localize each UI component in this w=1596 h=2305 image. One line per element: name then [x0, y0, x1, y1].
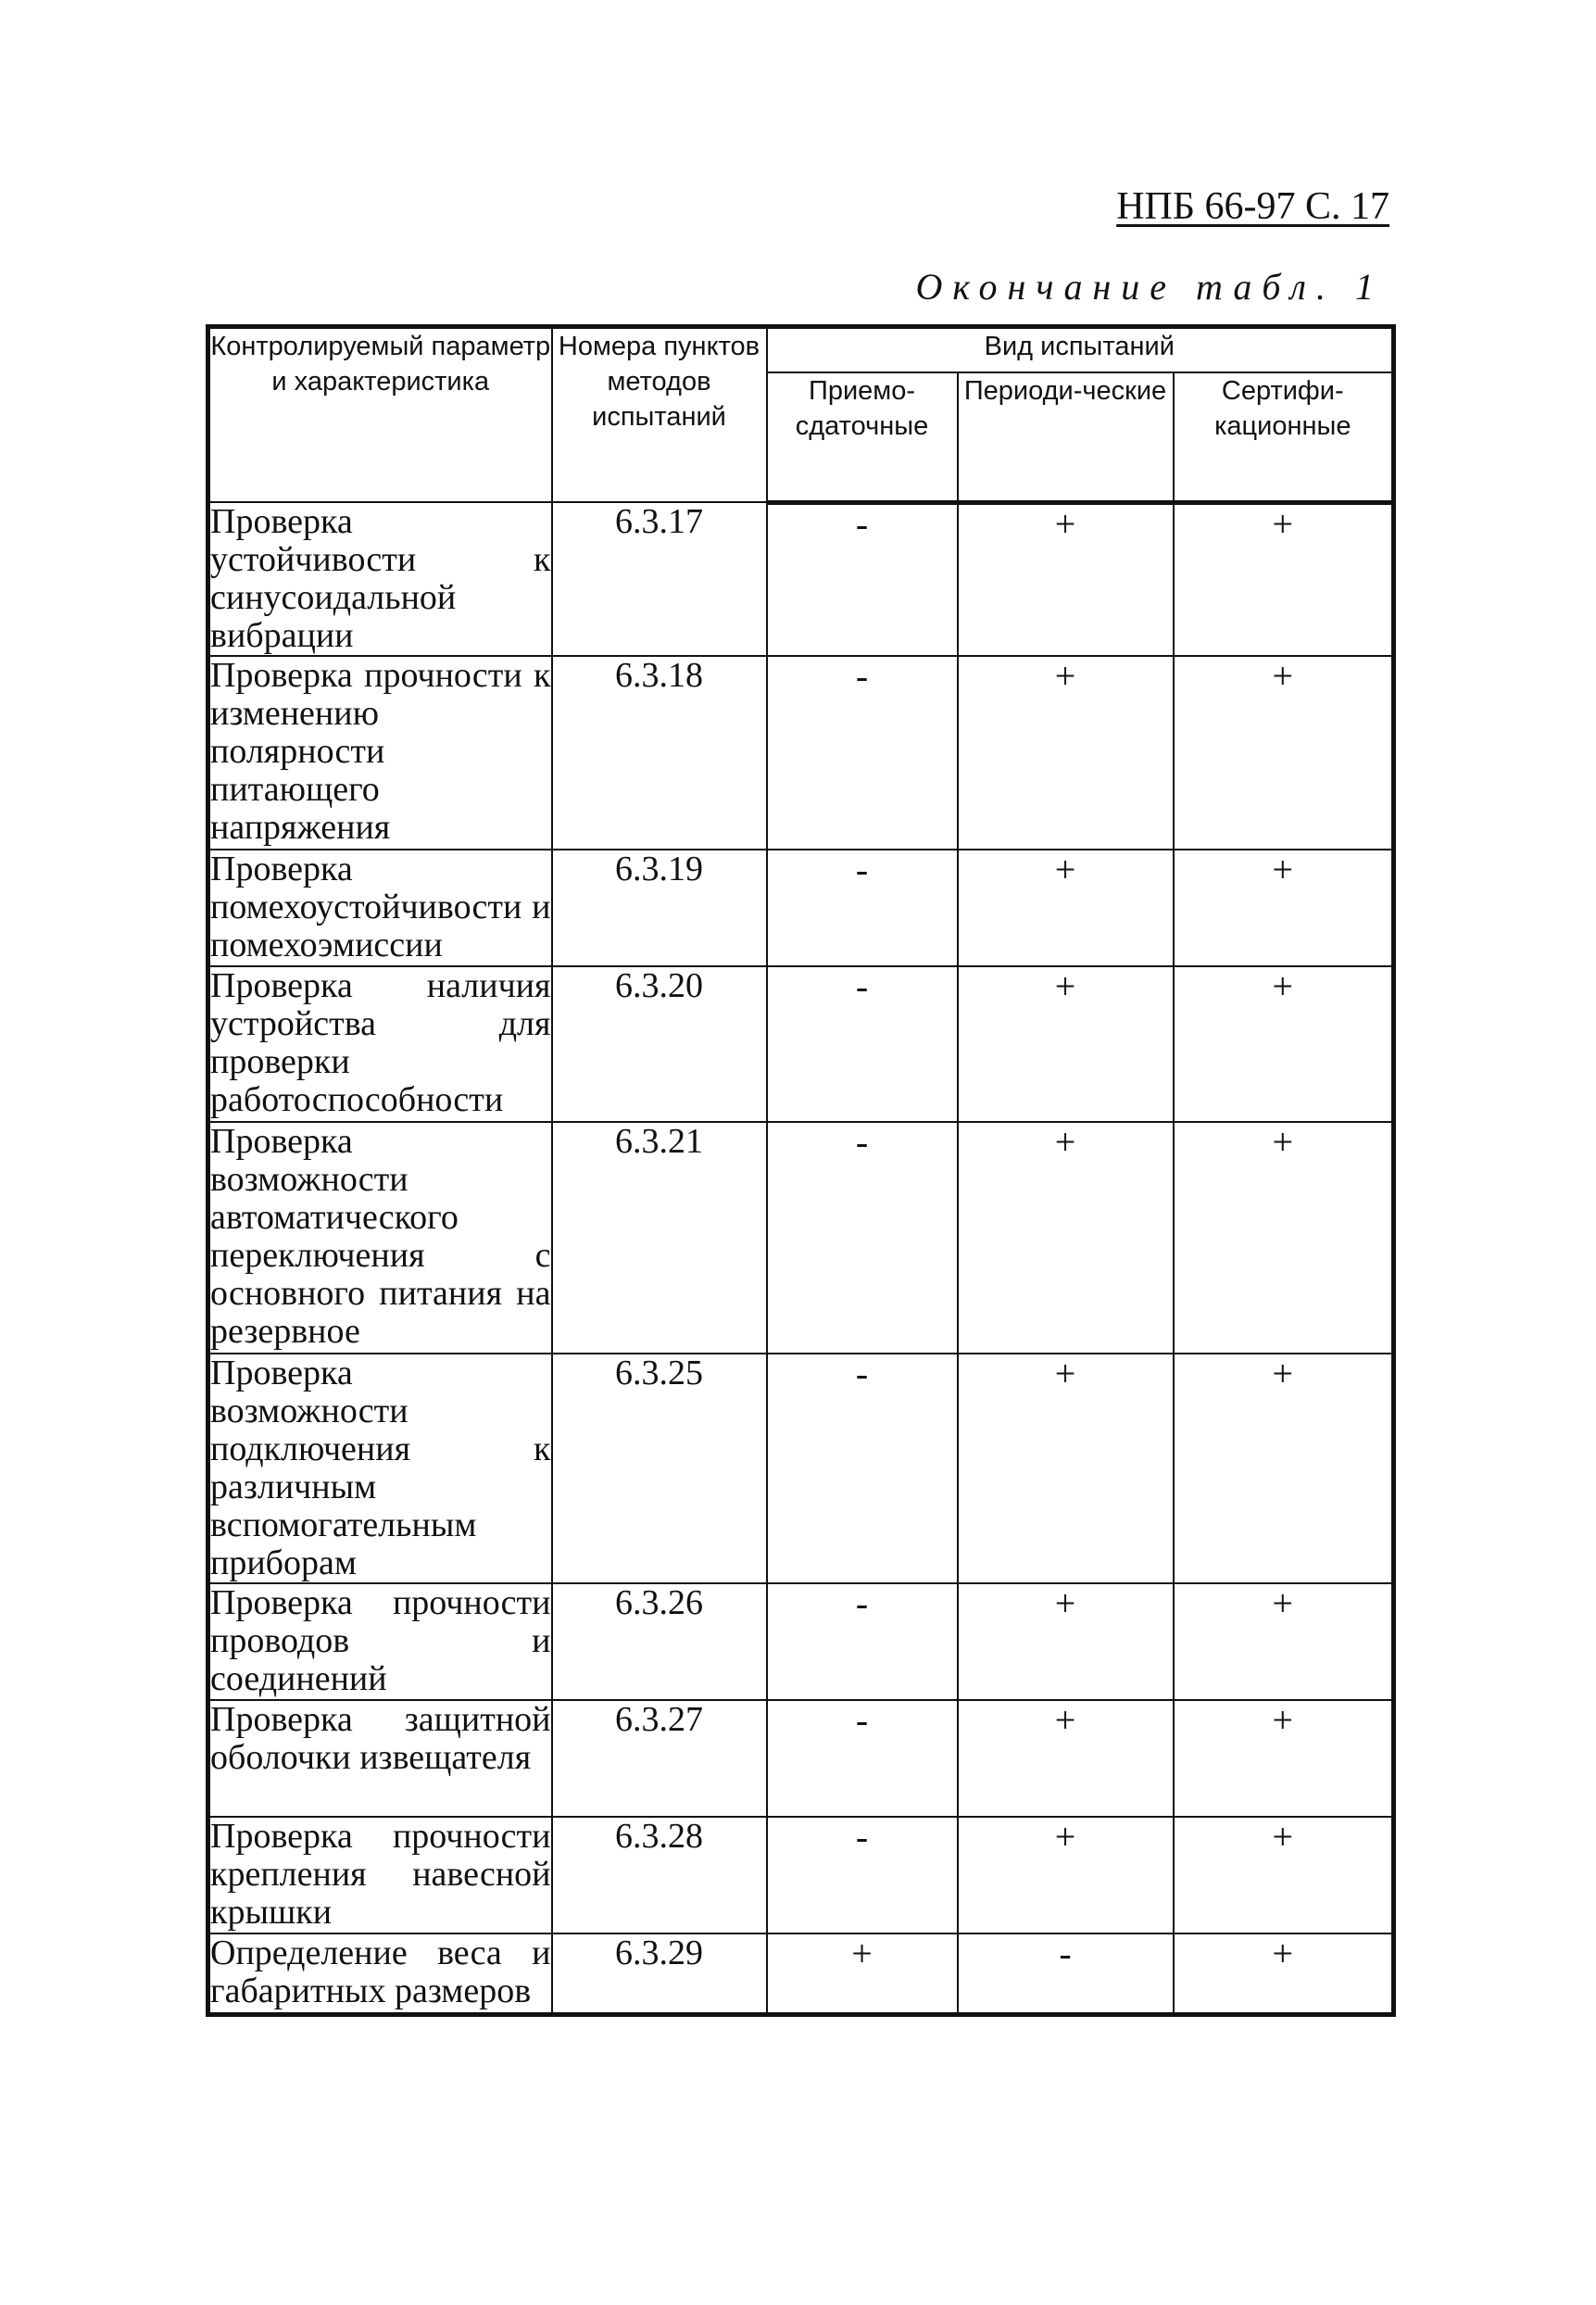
table-row [208, 1933, 1394, 2015]
periodic-mark: + [958, 1583, 1174, 1700]
certification-mark: + [1174, 850, 1394, 966]
certification-mark: + [1174, 1933, 1394, 2015]
method-point-cell: 6.3.26 [552, 1583, 767, 1700]
acceptance-mark: - [767, 850, 958, 966]
table-row [208, 850, 1394, 966]
method-point-cell: 6.3.20 [552, 966, 767, 1122]
table-row [208, 966, 1394, 1122]
acceptance-mark: + [767, 1933, 958, 2015]
table-row [208, 1817, 1394, 1933]
method-point-cell: 6.3.17 [552, 502, 767, 656]
certification-mark: + [1174, 1354, 1394, 1583]
header-test-type: Вид испытаний [767, 327, 1394, 373]
header-certification: Сертифи-кационные [1174, 372, 1394, 502]
table-row [208, 1700, 1394, 1817]
page-header: НПБ 66-97 С. 17 [1116, 185, 1389, 228]
acceptance-mark: - [767, 1583, 958, 1700]
certification-mark: + [1174, 656, 1394, 850]
acceptance-mark: - [767, 1122, 958, 1354]
periodic-mark: + [958, 966, 1174, 1122]
table-row [208, 1354, 1394, 1583]
method-point-cell: 6.3.27 [552, 1700, 767, 1817]
certification-mark: + [1174, 502, 1394, 656]
test-table [206, 324, 1396, 2017]
periodic-mark: + [958, 502, 1174, 656]
param-cell: Проверка прочности проводов и соединений [208, 1583, 552, 1700]
periodic-mark: + [958, 1122, 1174, 1354]
param-cell: Проверка возможности автоматического переключения с основного питания на резервное [208, 1122, 552, 1354]
periodic-mark: + [958, 850, 1174, 966]
method-point-cell: 6.3.29 [552, 1933, 767, 2015]
periodic-mark: + [958, 1354, 1174, 1583]
certification-mark: + [1174, 1122, 1394, 1354]
param-cell: Проверка наличия устройства для проверки работоспособности [208, 966, 552, 1122]
param-cell: Определение веса и габаритных размеров [208, 1933, 552, 2015]
param-cell: Проверка защитной оболочки извещателя [208, 1700, 552, 1817]
periodic-mark: - [958, 1933, 1174, 2015]
param-cell: Проверка помехоустойчивости и помехоэмиссии [208, 850, 552, 966]
acceptance-mark: - [767, 966, 958, 1122]
periodic-mark: + [958, 656, 1174, 850]
certification-mark: + [1174, 1817, 1394, 1933]
acceptance-mark: - [767, 1817, 958, 1933]
method-point-cell: 6.3.21 [552, 1122, 767, 1354]
certification-mark: + [1174, 1700, 1394, 1817]
table-row [208, 1122, 1394, 1354]
certification-mark: + [1174, 966, 1394, 1122]
acceptance-mark: - [767, 1700, 958, 1817]
table-caption: Окончание табл. 1 [915, 266, 1384, 308]
param-cell: Проверка прочности к изменению полярности питающего напряжения [208, 656, 552, 850]
method-point-cell: 6.3.25 [552, 1354, 767, 1583]
certification-mark: + [1174, 1583, 1394, 1700]
acceptance-mark: - [767, 502, 958, 656]
periodic-mark: + [958, 1700, 1174, 1817]
param-cell: Проверка устойчивости к синусоидальной вибрации [208, 502, 552, 656]
table-row [208, 656, 1394, 850]
periodic-mark: + [958, 1817, 1174, 1933]
param-cell: Проверка прочности крепления навесной крышки [208, 1817, 552, 1933]
method-point-cell: 6.3.18 [552, 656, 767, 850]
method-point-cell: 6.3.19 [552, 850, 767, 966]
acceptance-mark: - [767, 1354, 958, 1583]
param-cell: Проверка возможности подключения к различным вспомогательным приборам [208, 1354, 552, 1583]
method-point-cell: 6.3.28 [552, 1817, 767, 1933]
acceptance-mark: - [767, 656, 958, 850]
header-acceptance: Приемо-сдаточные [767, 372, 958, 502]
header-periodic: Периоди-ческие [958, 372, 1174, 502]
table-row [208, 502, 1394, 656]
header-method-points: Номера пунктов методов испытаний [552, 327, 767, 503]
table-row [208, 1583, 1394, 1700]
header-param: Контролируемый параметр и характеристика [208, 327, 552, 503]
